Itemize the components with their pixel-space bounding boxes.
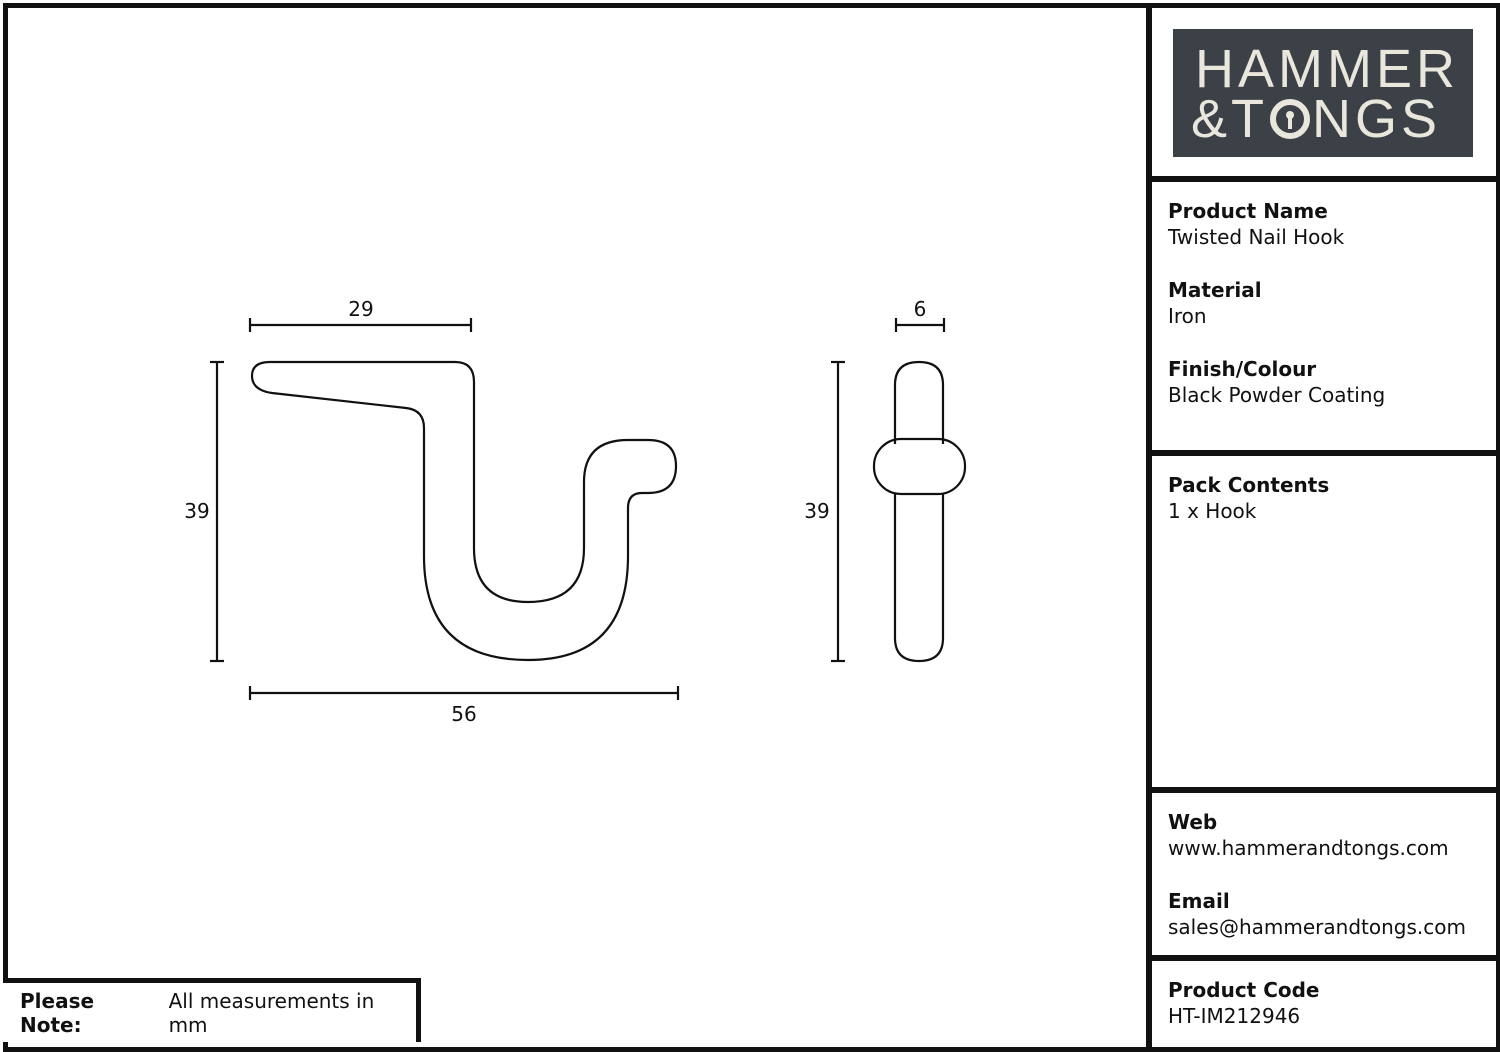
product-name-value: Twisted Nail Hook <box>1168 225 1345 249</box>
note-text: All measurements in mm <box>168 988 375 1037</box>
dim-side-height-label: 39 <box>804 499 830 523</box>
dim-side-height <box>804 362 845 661</box>
dim-front-top-label: 29 <box>348 297 374 321</box>
dim-side-width <box>896 297 944 332</box>
product-code-cell <box>1152 961 1496 1047</box>
material-label: Material <box>1168 278 1262 302</box>
hook-side-view <box>874 362 965 661</box>
email-link[interactable]: sales@hammerandtongs.com <box>1168 915 1466 939</box>
contact-cell <box>1152 793 1496 961</box>
pack-contents-label: Pack Contents <box>1168 473 1330 497</box>
web-link[interactable]: www.hammerandtongs.com <box>1168 836 1449 860</box>
dim-front-height <box>184 362 224 661</box>
hammer-and-tongs-logo <box>1173 29 1473 157</box>
dim-front-top <box>250 297 471 332</box>
dim-front-width-label: 56 <box>451 702 477 726</box>
logo-line-1: HAMMER <box>1195 39 1459 99</box>
finish-label: Finish/Colour <box>1168 357 1317 381</box>
web-label: Web <box>1168 810 1218 834</box>
pack-contents-value: 1 x Hook <box>1168 499 1257 523</box>
logo-line-2: &T NGS <box>1191 89 1442 149</box>
dim-front-width <box>250 686 678 726</box>
product-code-label: Product Code <box>1168 978 1320 1002</box>
product-code-value: HT-IM212946 <box>1168 1004 1301 1028</box>
hook-front-outline <box>252 362 676 660</box>
email-label: Email <box>1168 889 1230 913</box>
product-name-label: Product Name <box>1168 199 1328 223</box>
material-value: Iron <box>1168 304 1207 328</box>
info-panel <box>1146 3 1496 1047</box>
dim-side-width-label: 6 <box>913 297 927 321</box>
measurement-note <box>3 978 421 1042</box>
keyhole-icon <box>1270 99 1310 139</box>
pack-contents-cell <box>1152 456 1496 793</box>
note-label: Please Note: <box>20 988 95 1037</box>
product-details-cell <box>1152 182 1496 456</box>
dim-front-height-label: 39 <box>184 499 210 523</box>
finish-value: Black Powder Coating <box>1168 383 1386 407</box>
